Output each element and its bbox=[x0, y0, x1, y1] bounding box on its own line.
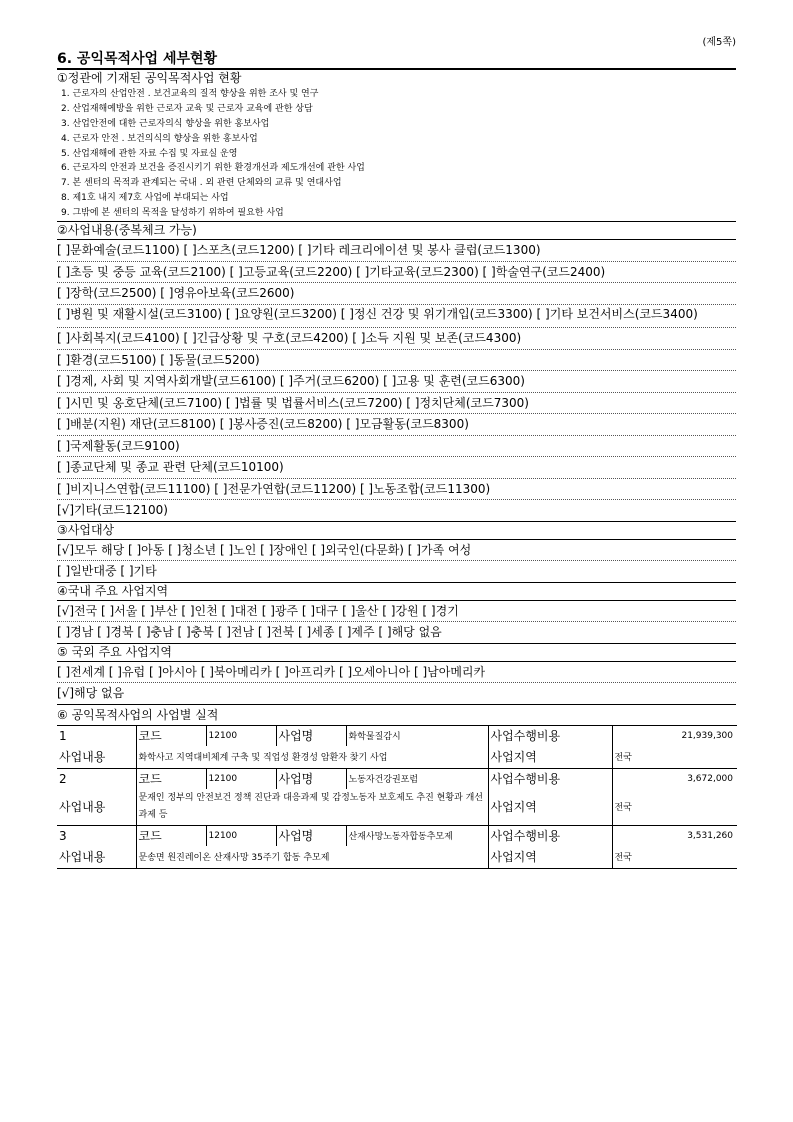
project-cost: 21,939,300 bbox=[612, 725, 737, 746]
region-label: 사업지역 bbox=[488, 746, 612, 769]
section-2-heading: ②사업내용(중복체크 가능) bbox=[57, 222, 736, 240]
table-row bbox=[57, 789, 737, 826]
project-region: 전국 bbox=[612, 789, 737, 826]
section-5-heading: ⑤ 국외 주요 사업지역 bbox=[57, 644, 736, 662]
checkbox-line[interactable]: [ ]종교단체 및 종교 관련 단체(코드10100) bbox=[57, 457, 736, 479]
checkbox-line[interactable]: [ ]환경(코드5100) [ ]동물(코드5200) bbox=[57, 350, 736, 372]
section-5 bbox=[57, 644, 736, 705]
project-name: 노동자건강권포럼 bbox=[346, 768, 488, 789]
purpose-item: 8. 제1호 내지 제7호 사업에 부대되는 사업 bbox=[61, 193, 229, 204]
purpose-item: 7. 본 센터의 목적과 관계되는 국내 . 외 관련 단체와의 교류 및 연대사업 bbox=[61, 178, 342, 189]
purpose-item: 5. 산업재해에 관한 자료 수집 및 자료실 운영 bbox=[61, 148, 238, 159]
checkbox-line[interactable]: [ ]배분(지원) 재단(코드8100) [ ]봉사증진(코드8200) [ ]모금활동(코드8300) bbox=[57, 414, 736, 436]
code-label: 코드 bbox=[136, 825, 206, 846]
name-label: 사업명 bbox=[276, 725, 346, 746]
section-1 bbox=[57, 70, 736, 222]
name-label: 사업명 bbox=[276, 825, 346, 846]
code-value: 12100 bbox=[206, 768, 276, 789]
cost-label: 사업수행비용 bbox=[488, 825, 612, 846]
section-title: 6. 공익목적사업 세부현황 bbox=[57, 50, 736, 70]
project-name: 산재사망노동자합동추모제 bbox=[346, 825, 488, 846]
checkbox-line[interactable]: [ ]장학(코드2500) [ ]영유아보육(코드2600) bbox=[57, 283, 736, 305]
table-row bbox=[57, 825, 737, 846]
region-label: 사업지역 bbox=[488, 846, 612, 869]
page-number: (제5쪽) bbox=[702, 37, 736, 48]
checkbox-line[interactable]: [√]전국 [ ]서울 [ ]부산 [ ]인천 [ ]대전 [ ]광주 [ ]대구 [ ]울산 [ ]강원 [ ]경기 bbox=[57, 601, 736, 623]
purpose-item: 3. 산업안전에 대한 근로자의식 향상을 위한 홍보사업 bbox=[61, 118, 270, 129]
project-name: 화학물질감시 bbox=[346, 725, 488, 746]
purpose-item: 9. 그밖에 본 센터의 목적을 달성하기 위하여 필요한 사업 bbox=[57, 206, 736, 222]
purpose-item: 1. 근로자의 산업안전 . 보건교육의 질적 향상을 위한 조사 및 연구 bbox=[61, 89, 319, 99]
checkbox-line[interactable]: [√]기타(코드12100) bbox=[57, 500, 736, 522]
section-4 bbox=[57, 583, 736, 644]
checkbox-line[interactable]: [√]해당 없음 bbox=[57, 683, 736, 705]
project-content: 문송면 원진레이온 산재사망 35주기 합동 추모제 bbox=[136, 846, 488, 869]
row-number: 2 bbox=[57, 768, 136, 789]
project-content: 문재인 정부의 안전보건 정책 진단과 대응과제 및 감정노동자 보호제도 추진 현황과 개선 과제 등 bbox=[136, 789, 488, 826]
table-row bbox=[57, 846, 737, 869]
checkbox-line[interactable]: [ ]초등 및 중등 교육(코드2100) [ ]고등교육(코드2200) [ ]기타교육(코드2300) [ ]학술연구(코드2400) bbox=[57, 262, 736, 284]
project-content: 화학사고 지역대비체계 구축 및 직업성 환경성 암환자 찾기 사업 bbox=[136, 746, 488, 769]
project-cost: 3,531,260 bbox=[612, 825, 737, 846]
checkbox-line[interactable]: [ ]시민 및 옹호단체(코드7100) [ ]법률 및 법률서비스(코드7200) [ ]정치단체(코드7300) bbox=[57, 393, 736, 415]
checkbox-line[interactable]: [√]모두 해당 [ ]아동 [ ]청소년 [ ]노인 [ ]장애인 [ ]외국인(다문화) [ ]가족 여성 bbox=[57, 540, 736, 562]
checkbox-line[interactable]: [ ]경제, 사회 및 지역사회개발(코드6100) [ ]주거(코드6200) [ ]고용 및 훈련(코드6300) bbox=[57, 371, 736, 393]
region-label: 사업지역 bbox=[488, 789, 612, 826]
project-region: 전국 bbox=[612, 846, 737, 869]
performance-table bbox=[57, 725, 737, 869]
checkbox-line[interactable]: [ ]문화예술(코드1100) [ ]스포츠(코드1200) [ ]기타 레크리에이션 및 봉사 클럽(코드1300) bbox=[57, 240, 736, 262]
checkbox-line[interactable]: [ ]국제활동(코드9100) bbox=[57, 436, 736, 458]
row-number: 1 bbox=[57, 725, 136, 746]
cost-label: 사업수행비용 bbox=[488, 768, 612, 789]
project-cost: 3,672,000 bbox=[612, 768, 737, 789]
purpose-item: 2. 산업재해예방을 위한 근로자 교육 및 근로자 교육에 관한 상담 bbox=[61, 103, 313, 114]
section-3 bbox=[57, 522, 736, 583]
section-4-heading: ④국내 주요 사업지역 bbox=[57, 583, 736, 601]
content-label: 사업내용 bbox=[57, 846, 136, 869]
table-row bbox=[57, 768, 737, 789]
code-value: 12100 bbox=[206, 825, 276, 846]
content-label: 사업내용 bbox=[57, 789, 136, 826]
section-2 bbox=[57, 222, 736, 522]
checkbox-line[interactable]: [ ]사회복지(코드4100) [ ]긴급상황 및 구호(코드4200) [ ]소득 지원 및 보존(코드4300) bbox=[57, 328, 736, 350]
section-3-heading: ③사업대상 bbox=[57, 522, 736, 540]
cost-label: 사업수행비용 bbox=[488, 725, 612, 746]
document-page bbox=[57, 36, 736, 869]
checkbox-line[interactable]: [ ]경남 [ ]경북 [ ]충남 [ ]충북 [ ]전남 [ ]전북 [ ]세종 [ ]제주 [ ]해당 없음 bbox=[57, 622, 736, 644]
table-row bbox=[57, 725, 737, 746]
section-6-heading: ⑥ 공익목적사업의 사업별 실적 bbox=[57, 707, 219, 722]
project-region: 전국 bbox=[612, 746, 737, 769]
purpose-item: 6. 근로자의 안전과 보건을 증진시키기 위한 환경개선과 제도개선에 관한 사업 bbox=[61, 163, 365, 174]
checkbox-line[interactable]: [ ]병원 및 재활시설(코드3100) [ ]요양원(코드3200) [ ]정신 건강 및 위기개입(코드3300) [ ]기타 보건서비스(코드3400) bbox=[57, 305, 736, 329]
code-label: 코드 bbox=[136, 768, 206, 789]
checkbox-line[interactable]: [ ]비지니스연합(코드11100) [ ]전문가연합(코드11200) [ ]노동조합(코드11300) bbox=[57, 479, 736, 501]
checkbox-line[interactable]: [ ]전세계 [ ]유럽 [ ]아시아 [ ]북아메리카 [ ]아프리카 [ ]오세아니아 [ ]남아메리카 bbox=[57, 662, 736, 684]
section-1-heading: ①정관에 기재된 공익목적사업 현황 bbox=[57, 71, 242, 85]
code-value: 12100 bbox=[206, 725, 276, 746]
purpose-item: 4. 근로자 안전 . 보건의식의 향상을 위한 홍보사업 bbox=[61, 133, 258, 144]
checkbox-line[interactable]: [ ]일반대중 [ ]기타 bbox=[57, 561, 736, 583]
content-label: 사업내용 bbox=[57, 746, 136, 769]
table-row bbox=[57, 746, 737, 769]
row-number: 3 bbox=[57, 825, 136, 846]
code-label: 코드 bbox=[136, 725, 206, 746]
name-label: 사업명 bbox=[276, 768, 346, 789]
section-6 bbox=[57, 705, 736, 869]
